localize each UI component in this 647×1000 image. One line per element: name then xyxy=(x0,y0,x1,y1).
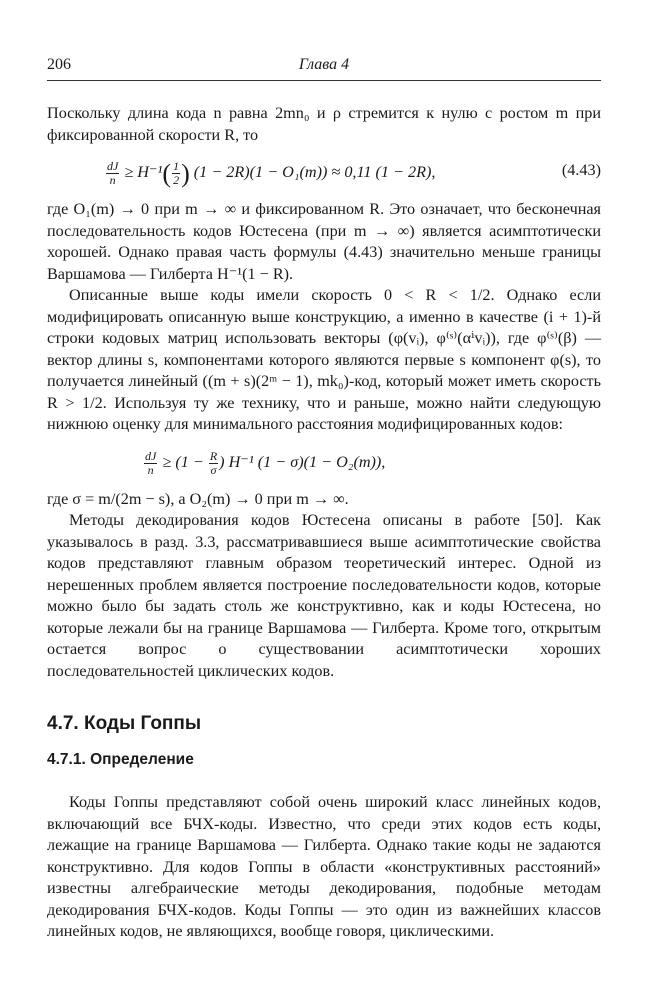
header-rule xyxy=(47,80,601,81)
formula-2-paren-open: (1 − xyxy=(175,452,204,471)
fraction-dj-n-2: $\frac{dJ}{n}$ xyxy=(145,448,157,477)
formula-2-paren-close: ) xyxy=(219,452,225,471)
fraction-dj-n: $\frac{dJ}{n}$ xyxy=(107,159,119,187)
paragraph-5: Методы декодирования кодов Юстесена описаны в работе [50]. Как указывалось в разд. 3.3, рассматривавшиеся выше асимптотические свойства кодов представляют главным образом теоретический интерес. Одной из нерешенных проблем является построение последовательности кодов, которые можно было бы задать столь же конструктивно, как и коды Юстесена, но которые лежали бы на границе Варшамова — Гилберта. Кроме того, открытым остается вопрос о существовании асимптотически хороших последовательностей циклических кодов. xyxy=(47,511,601,680)
paragraph-1: Поскольку длина кода n равна 2mn₀ и ρ стремится к нулю с ростом m при фиксированной скорости R, то xyxy=(47,104,601,144)
paragraph-6: Коды Гоппы представляют собой очень широкий класс линейных кодов, включающий все БЧХ-коды. Известно, что среди этих кодов есть коды, лежащие на границе Варшамова — Гилберта. Однако такие коды не задаются конструктивно. Для кодов Гоппы в области «конструктивных расстояний» известны алгебраические методы декодирования, подобные методам декодирования БЧХ-кодов. Коды Гоппы — это один из важнейших классов линейных кодов, не являющихся, вообще говоря, циклическими. xyxy=(47,793,601,940)
formula-2-geq: ≥ xyxy=(162,452,172,471)
running-header xyxy=(47,56,601,78)
page-body xyxy=(47,103,601,943)
paren-open: ( xyxy=(162,158,172,188)
formula-modified-bound xyxy=(47,440,601,484)
paren-close: ) xyxy=(181,158,190,188)
formula-4-43-expression xyxy=(105,160,435,187)
page-number: 206 xyxy=(47,56,71,73)
book-page xyxy=(47,56,601,940)
formula-4-43 xyxy=(47,150,601,194)
formula-2-rhs: H⁻¹ (1 − σ)(1 − O₂(m)), xyxy=(228,452,386,471)
paragraph-2: где O₁(m) → 0 при m → ∞ и фиксированном R. Это означает, что бесконечная последовательность кодов Юстесена (при m → ∞) является асимптотически хорошей. Однако правая часть формулы (4.43) значительно меньше границы Варшамова — Гилберта H⁻¹(1 − R). xyxy=(47,200,601,283)
fraction-one-half: $\frac{1}{2}$ xyxy=(173,159,180,187)
formula-2-expression xyxy=(143,450,385,477)
fraction-r-sigma: $\frac{R}{\sigma}$ xyxy=(209,448,218,477)
section-title: 4.7. Коды Гоппы xyxy=(47,713,202,734)
formula-4-43-rhs: (1 − 2R)(1 − O₁(m)) ≈ 0,11 (1 − 2R), xyxy=(193,163,436,182)
chapter-title: Глава 4 xyxy=(298,56,350,73)
paragraph-4: где σ = m/(2m − s), а O₂(m) → 0 при m → ∞. xyxy=(47,489,349,508)
subsection-title: 4.7.1. Определение xyxy=(47,751,194,768)
equation-number: (4.43) xyxy=(561,161,601,179)
paragraph-3: Описанные выше коды имели скорость 0 < R < 1/2. Однако если модифицировать описанную выше конструкцию, а именно в качестве (i + 1)-й строки кодовых матриц использовать векторы (φ(vᵢ), φ⁽ˢ⁾(αⁱvᵢ)), где φ⁽ˢ⁾(β) — вектор длины s, компонентами которого являются первые s компонент φ(s), то получается линейный ((m + s)(2ᵐ − 1), mk₀)-код, который может иметь скорость R > 1/2. Используя ту же технику, что и раньше, можно найти следующую нижнюю оценку для минимального расстояния модифицированных кодов: xyxy=(47,286,601,433)
formula-4-43-lhs: ≥ H⁻¹ xyxy=(124,163,163,182)
